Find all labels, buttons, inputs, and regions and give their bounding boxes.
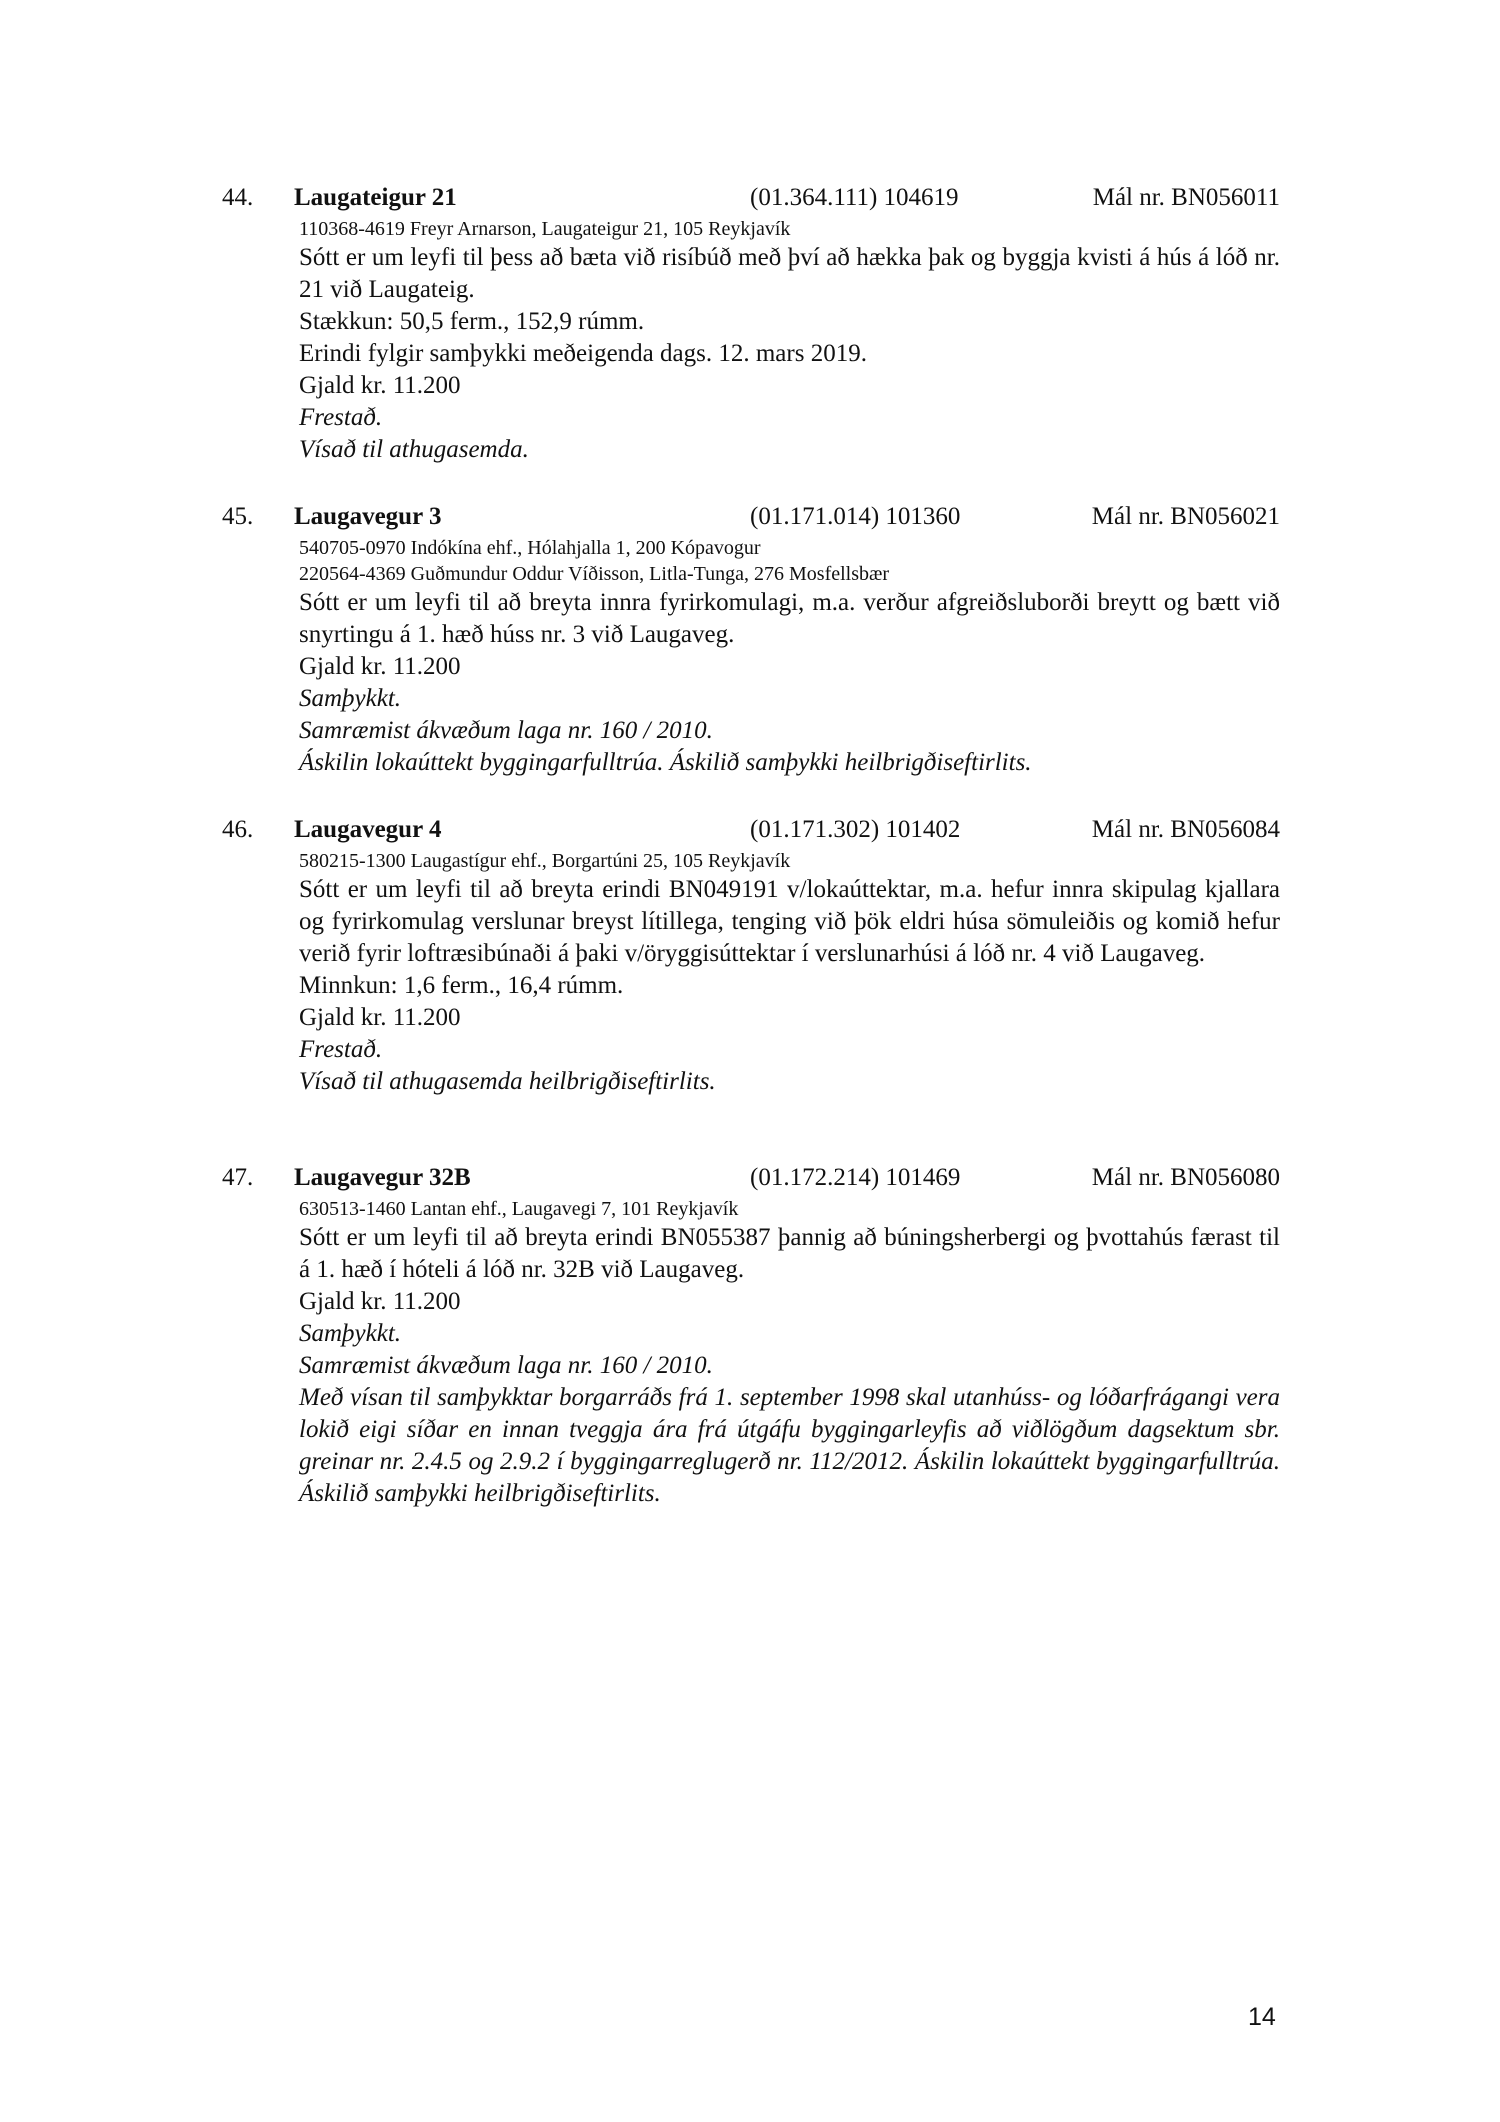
case-description: Sótt er um leyfi til þess að bæta við risíbúð með því að hækka þak og byggja kvisti á hús á lóð nr. 21 við Laugateig. <box>299 244 1280 303</box>
case-id: Mál nr. BN056080 <box>1091 1164 1280 1191</box>
case-id: Mál nr. BN056021 <box>1091 503 1280 530</box>
case-fee: Gjald kr. 11.200 <box>299 372 461 399</box>
case-description: Sótt er um leyfi til að breyta erindi BN049191 v/lokaúttektar, m.a. hefur innra skipulag kjallara og fyrirkomulag verslunar breyst lítillega, tenging við þök eldri húsa sömuleiðis og komið hefur verið fyrir loftræsibúnaði á þaki v/öryggisúttektar í verslunarhúsi á lóð nr. 4 við Laugaveg. <box>299 876 1280 967</box>
case-decision: Vísað til athugasemda heilbrigðiseftirlits. <box>299 1068 716 1095</box>
case-id: Mál nr. BN056011 <box>1092 184 1280 211</box>
applicant: 110368-4619 Freyr Arnarson, Laugateigur 21, 105 Reykjavík <box>299 218 791 240</box>
applicant: 540705-0970 Indókína ehf., Hólahjalla 1, 200 Kópavogur <box>299 537 761 559</box>
case-number: 45. <box>222 503 254 530</box>
case-decision: Áskilin lokaúttekt byggingarfulltrúa. Áskilið samþykki heilbrigðiseftirlits. <box>299 749 1032 776</box>
case-47 <box>222 1160 1280 1510</box>
case-decision: Frestað. <box>299 1036 383 1063</box>
case-detail: Minnkun: 1,6 ferm., 16,4 rúmm. <box>299 972 624 999</box>
case-lot: (01.171.014) 101360 <box>750 503 961 530</box>
case-number: 46. <box>222 816 254 843</box>
case-decision: Með vísan til samþykktar borgarráðs frá 1. september 1998 skal utanhúss- og lóðarfrágangi vera lokið eigi síðar en innan tveggja ára frá útgáfu byggingarleyfis að viðlögðum dagsektum sbr. greinar nr. 2.4.5 og 2.9.2 í byggingarreglugerð nr. 112/2012. Áskilin lokaúttekt byggingarfulltrúa. Áskilið samþykki heilbrigðiseftirlits. <box>299 1384 1280 1507</box>
case-detail: Erindi fylgir samþykki meðeigenda dags. 12. mars 2019. <box>299 340 867 367</box>
case-lot: (01.364.111) 104619 <box>750 184 959 211</box>
case-header <box>222 812 1280 848</box>
case-header <box>222 180 1280 216</box>
case-decision: Samræmist ákvæðum laga nr. 160 / 2010. <box>299 1352 713 1379</box>
case-address: Laugavegur 4 <box>294 816 442 843</box>
case-44 <box>222 180 1280 466</box>
case-fee: Gjald kr. 11.200 <box>299 1288 461 1315</box>
case-fee: Gjald kr. 11.200 <box>299 1004 461 1031</box>
case-lot: (01.172.214) 101469 <box>750 1164 961 1191</box>
applicant: 630513-1460 Lantan ehf., Laugavegi 7, 101 Reykjavík <box>299 1198 739 1220</box>
case-id: Mál nr. BN056084 <box>1091 816 1280 843</box>
case-description: Sótt er um leyfi til að breyta erindi BN055387 þannig að búningsherbergi og þvottahús færast til á 1. hæð í hóteli á lóð nr. 32B við Laugaveg. <box>299 1224 1280 1283</box>
case-header <box>222 499 1280 535</box>
case-number: 47. <box>222 1164 254 1191</box>
case-decision: Samþykkt. <box>299 685 402 712</box>
applicant: 580215-1300 Laugastígur ehf., Borgartúni 25, 105 Reykjavík <box>299 850 791 872</box>
case-detail: Stækkun: 50,5 ferm., 152,9 rúmm. <box>299 308 645 335</box>
case-45 <box>222 499 1280 779</box>
case-number: 44. <box>222 184 254 211</box>
case-lot: (01.171.302) 101402 <box>750 816 961 843</box>
case-decision: Samræmist ákvæðum laga nr. 160 / 2010. <box>299 717 713 744</box>
case-header <box>222 1160 1280 1196</box>
case-description: Sótt er um leyfi til að breyta innra fyrirkomulagi, m.a. verður afgreiðsluborði breytt og bætt við snyrtingu á 1. hæð húss nr. 3 við Laugaveg. <box>299 589 1280 648</box>
case-46 <box>222 812 1280 1098</box>
case-decision: Samþykkt. <box>299 1320 402 1347</box>
case-address: Laugavegur 3 <box>294 503 442 530</box>
case-decision: Vísað til athugasemda. <box>299 436 529 463</box>
case-address: Laugateigur 21 <box>294 184 457 211</box>
applicant: 220564-4369 Guðmundur Oddur Víðisson, Litla-Tunga, 276 Mosfellsbær <box>299 563 889 585</box>
page-number: 14 <box>1248 2003 1276 2031</box>
case-decision: Frestað. <box>299 404 383 431</box>
case-address: Laugavegur 32B <box>294 1164 471 1191</box>
case-fee: Gjald kr. 11.200 <box>299 653 461 680</box>
